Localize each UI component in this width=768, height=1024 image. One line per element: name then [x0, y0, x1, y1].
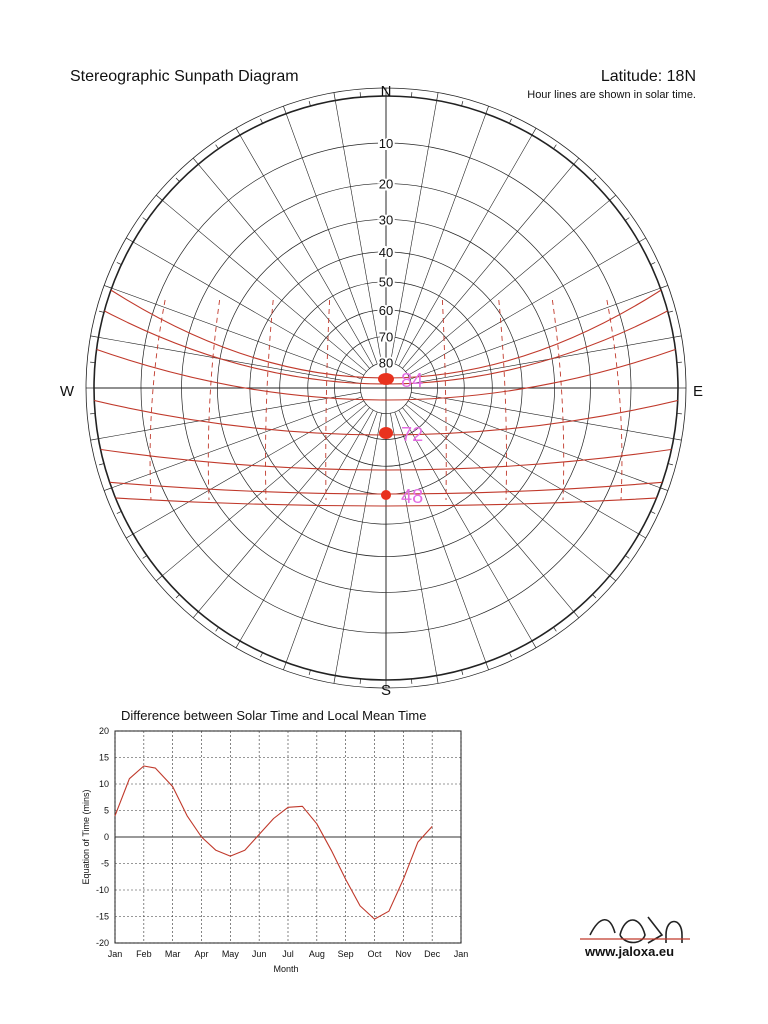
altitude-label-10: 10 — [378, 135, 394, 151]
x-tick-label: Jul — [282, 949, 294, 959]
azimuth-tick — [91, 336, 99, 337]
azimuth-tick — [283, 106, 286, 114]
azimuth-tick — [193, 158, 198, 164]
sun-position-marker-84 — [378, 373, 394, 385]
azimuth-tick — [610, 576, 616, 581]
sun-position-label-84: 84 — [401, 370, 424, 392]
y-axis-title: Equation of Time (mins) — [81, 789, 91, 885]
chart-title: Difference between Solar Time and Local Mean Time — [121, 708, 427, 723]
azimuth-line — [402, 164, 573, 368]
x-tick-label: Jan — [453, 949, 469, 959]
x-tick-label: Mar — [164, 949, 181, 959]
y-tick-label: 15 — [98, 752, 109, 763]
azimuth-line — [162, 200, 366, 371]
azimuth-tick — [334, 93, 335, 101]
azimuth-tick — [236, 641, 240, 648]
altitude-label-80: 80 — [378, 355, 394, 371]
site-url[interactable]: www.jaloxa.eu — [585, 944, 675, 959]
x-tick-label: Jun — [251, 949, 267, 959]
hour-line — [150, 300, 165, 500]
altitude-label-50: 50 — [378, 274, 394, 290]
y-tick-label: -20 — [95, 938, 109, 948]
altitude-label-30: 30 — [378, 212, 394, 228]
hour-line — [266, 300, 274, 500]
azimuth-tick — [660, 285, 668, 288]
azimuth-tick — [639, 238, 646, 242]
x-tick-label: Nov — [395, 949, 412, 959]
compass-south: S — [380, 682, 392, 699]
hour-line — [326, 300, 330, 500]
azimuth-tick — [334, 676, 335, 684]
x-tick-label: May — [221, 949, 239, 959]
azimuth-line — [198, 408, 369, 612]
azimuth-tick — [437, 93, 438, 101]
azimuth-tick — [437, 676, 438, 684]
compass-east: E — [692, 383, 704, 400]
azimuth-line — [406, 404, 610, 575]
latitude-label: Latitude: 18N — [600, 68, 696, 85]
equation-of-time-line — [115, 766, 432, 919]
sun-position-marker-72 — [379, 427, 393, 439]
x-tick-label: Aug — [308, 949, 325, 959]
azimuth-tick — [532, 128, 536, 135]
x-tick-label: Sep — [337, 949, 354, 959]
sun-position-label-72: 72 — [401, 424, 424, 446]
altitude-label-20: 20 — [378, 176, 394, 192]
azimuth-tick — [156, 195, 162, 200]
azimuth-tick — [486, 662, 489, 670]
azimuth-tick — [574, 612, 579, 618]
azimuth-line — [406, 200, 610, 371]
x-tick-label: Apr — [194, 949, 209, 959]
y-tick-label: 0 — [103, 832, 109, 842]
plot-frame — [115, 731, 461, 943]
azimuth-tick — [674, 336, 682, 337]
sun-position-marker-48 — [381, 490, 391, 500]
azimuth-line — [198, 164, 369, 368]
hour-line — [442, 300, 446, 500]
y-tick-label: -5 — [100, 858, 109, 869]
azimuth-tick — [486, 106, 489, 114]
y-tick-label: -15 — [95, 911, 109, 922]
azimuth-tick — [660, 488, 668, 491]
azimuth-tick — [193, 612, 198, 618]
y-tick-label: 20 — [98, 726, 109, 736]
y-tick-label: 10 — [98, 779, 109, 789]
altitude-label-40: 40 — [378, 244, 394, 260]
x-tick-label: Feb — [136, 949, 152, 959]
altitude-label-70: 70 — [378, 329, 394, 345]
y-tick-label: 5 — [103, 805, 109, 816]
sun-position-label-48: 48 — [401, 486, 424, 508]
azimuth-tick — [126, 534, 133, 538]
azimuth-line — [402, 408, 573, 612]
azimuth-tick — [236, 128, 240, 135]
hour-lines-note: Hour lines are shown in solar time. — [527, 89, 696, 101]
y-tick-label: -10 — [95, 885, 109, 895]
hour-line — [607, 300, 622, 500]
compass-north: N — [380, 83, 392, 100]
x-tick-label: Oct — [367, 949, 382, 959]
azimuth-tick — [104, 488, 112, 491]
altitude-label-60: 60 — [378, 302, 394, 318]
azimuth-tick — [91, 439, 99, 440]
x-tick-label: Jan — [107, 949, 123, 959]
azimuth-line — [162, 404, 366, 575]
azimuth-tick — [574, 158, 579, 164]
azimuth-tick — [126, 238, 133, 242]
azimuth-tick — [156, 576, 162, 581]
compass-west: W — [59, 383, 75, 400]
x-axis-title: Month — [273, 964, 299, 974]
azimuth-tick — [610, 195, 616, 200]
x-tick-label: Dec — [424, 949, 441, 959]
azimuth-tick — [674, 439, 682, 440]
hour-line — [499, 300, 507, 500]
azimuth-tick — [532, 641, 536, 648]
azimuth-tick — [283, 662, 286, 670]
azimuth-tick — [639, 534, 646, 538]
diagram-title: Stereographic Sunpath Diagram — [70, 68, 299, 85]
azimuth-tick — [104, 285, 112, 288]
